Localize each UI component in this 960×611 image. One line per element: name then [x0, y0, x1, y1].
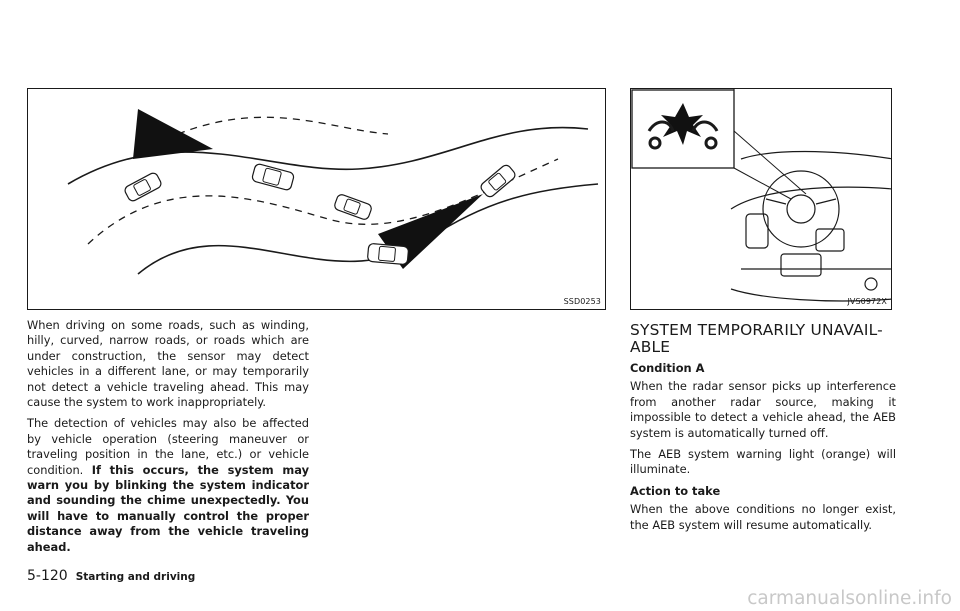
lane-divider-1: [88, 159, 558, 244]
figure-code: SSD0253: [563, 297, 601, 306]
vehicle-4: [367, 243, 408, 264]
road-illustration: [27, 88, 606, 310]
page-number: 5-120: [27, 568, 68, 584]
watermark: carmanualsonline.info: [747, 588, 952, 609]
dashboard-drawing: [631, 89, 892, 310]
vehicle-3: [333, 193, 372, 220]
paragraph-roads: When driving on some roads, such as winding, hilly, curved, narrow roads, or roads which are under construction, the sensor may detect vehicles in a different lane, or may temporarily not detect a vehicle traveling ahead. This may cause the system to work inappropriately.: [27, 318, 309, 410]
callout-line-1: [734, 131, 806, 194]
aeb-warning-icon: [632, 90, 734, 168]
right-text-column: [630, 318, 896, 539]
curved-road-drawing: [28, 89, 606, 310]
dashboard-illustration: [630, 88, 892, 310]
action-paragraph: When the above conditions no longer exist, the AEB system will resume automatically.: [630, 502, 896, 532]
paragraph-detection-text: The detection of vehicles may also be affected by vehicle operation (steering maneuver or traveling position in the lane, etc.) or vehicle condition.: [27, 416, 309, 477]
left-text-column: [27, 318, 309, 561]
action-label: Action to take: [630, 483, 721, 498]
section-heading: SYSTEM TEMPORARILY UNAVAIL-ABLE: [630, 321, 883, 356]
figure-code: JVS0972X: [847, 297, 887, 306]
vehicle-2: [251, 163, 294, 191]
dashboard: [731, 152, 892, 301]
condition-paragraph: When the radar sensor picks up interference from another radar source, making it impossible to detect a vehicle ahead, the AEB system is automatically turned off.: [630, 379, 896, 440]
road-edge-bottom: [138, 184, 598, 274]
warning-light-paragraph: The AEB system warning light (orange) will illuminate.: [630, 447, 896, 477]
paragraph-detection-warning: If this occurs, the system may warn you by blinking the system indicator and sounding the chime unexpectedly. You will have to manually control the proper distance away from the vehicle traveling ahead.: [27, 462, 310, 554]
radar-cone-left: [133, 109, 213, 159]
page-footer: [27, 568, 195, 584]
paragraph-detection: [27, 416, 309, 555]
callout-line-2: [734, 168, 791, 199]
footer-section: Starting and driving: [75, 571, 196, 583]
lane-divider-2: [178, 117, 388, 134]
vehicle-5: [479, 163, 517, 198]
vehicle-1: [123, 171, 162, 202]
condition-label: Condition A: [630, 361, 705, 375]
